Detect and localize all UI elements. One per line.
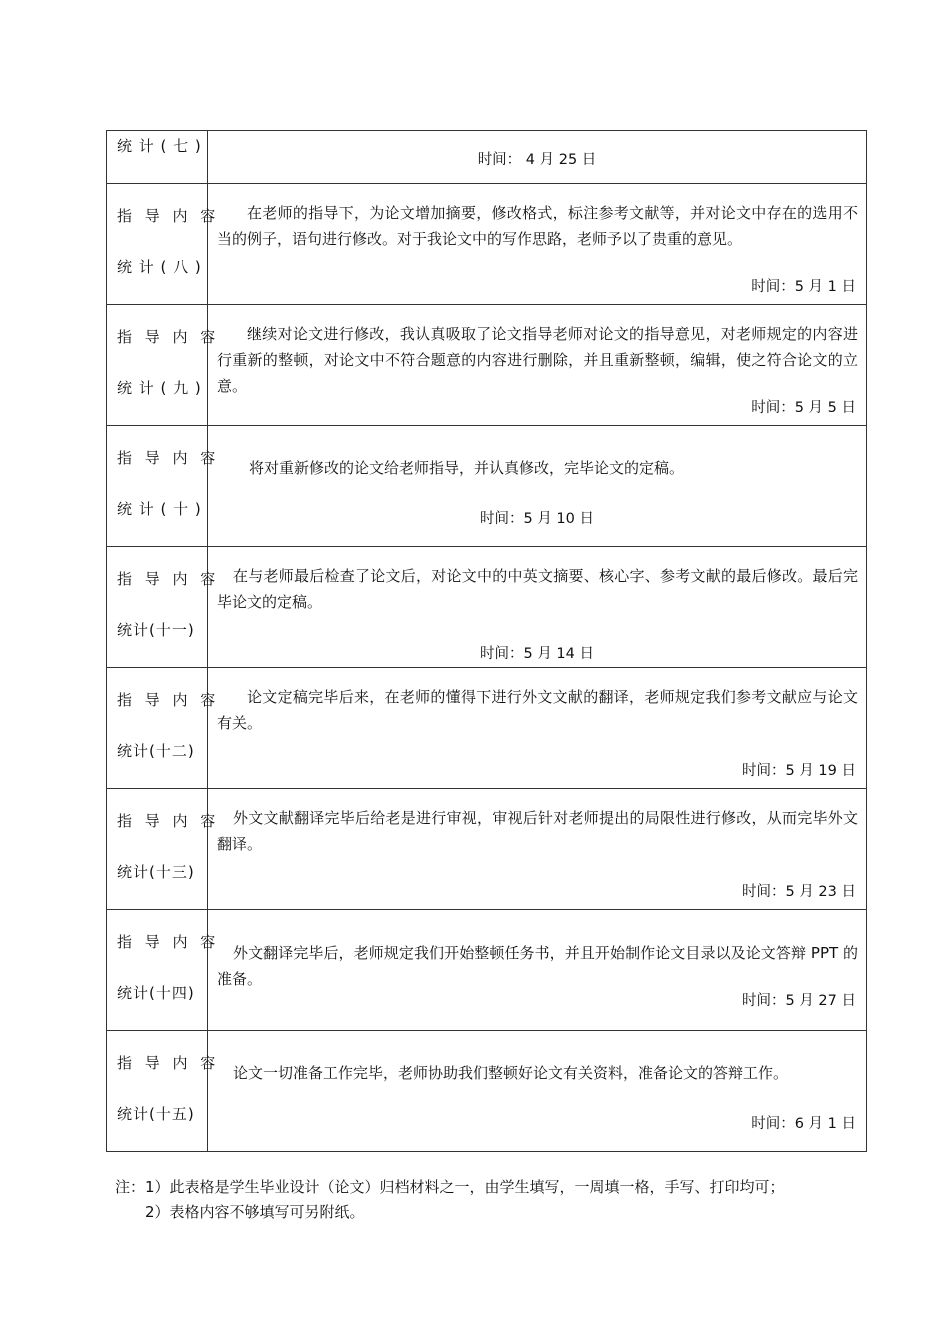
row-time: 时间：5 月 5 日 bbox=[751, 400, 856, 416]
row-text: 外文翻译完毕后，老师规定我们开始整顿任务书，并且开始制作论文目录以及论文答辩 PPT 的准备。 bbox=[217, 944, 858, 988]
row-label-line2: 统计(十二) bbox=[117, 742, 195, 760]
row-text: 将对重新修改的论文给老师指导，并认真修改，完毕论文的定稿。 bbox=[249, 459, 685, 477]
row-text: 继续对论文进行修改，我认真吸取了论文指导老师对论文的指导意见，对老师规定的内容进行重新的整顿，对论文中不符合题意的内容进行删除，并且重新整顿，编辑，使之符合论文的立意。 bbox=[217, 325, 858, 395]
row-time: 时间：5 月 10 日 bbox=[479, 511, 594, 527]
row-label-line2: 统计(十一) bbox=[117, 621, 195, 639]
row-label-line2: 统 计 ( 九 ) bbox=[117, 379, 202, 397]
table-row bbox=[107, 184, 867, 305]
row-label-cell bbox=[107, 668, 220, 789]
table-row bbox=[107, 547, 867, 668]
row-label-cell bbox=[107, 184, 220, 305]
row-label-line2: 统计(十五) bbox=[117, 1105, 195, 1123]
row-label-cell bbox=[107, 789, 220, 910]
row-label-line2: 统 计 ( 十 ) bbox=[117, 500, 202, 518]
row-time: 时间：5 月 1 日 bbox=[751, 279, 856, 295]
row-time: 时间：5 月 27 日 bbox=[741, 993, 856, 1009]
row-text: 论文一切准备工作完毕，老师协助我们整顿好论文有关资料，准备论文的答辩工作。 bbox=[233, 1064, 789, 1082]
row-text: 论文定稿完毕后来，在老师的懂得下进行外文文献的翻译，老师规定我们参考文献应与论文有关。 bbox=[217, 688, 858, 732]
row-content-cell bbox=[208, 1031, 867, 1152]
table-row bbox=[107, 131, 867, 184]
guidance-log-table bbox=[106, 130, 867, 1152]
row-label-cell bbox=[107, 910, 220, 1031]
row-label-line2: 统 计 ( 八 ) bbox=[117, 258, 202, 276]
row-label-cell bbox=[107, 426, 220, 547]
row-label: 统 计 ( 七 ) bbox=[117, 137, 202, 155]
footnotes bbox=[115, 1175, 785, 1225]
row-time: 时间：6 月 1 日 bbox=[751, 1116, 856, 1132]
table-row bbox=[107, 426, 867, 547]
row-label-line1: 指 导 内 容 bbox=[117, 449, 220, 467]
footnote-line-2: 2）表格内容不够填写可另附纸。 bbox=[145, 1203, 365, 1221]
row-time: 时间：5 月 23 日 bbox=[741, 884, 856, 900]
row-label-line1: 指 导 内 容 bbox=[117, 1054, 220, 1072]
row-content-cell bbox=[208, 789, 867, 910]
row-content-cell bbox=[208, 305, 867, 426]
row-content-cell bbox=[208, 184, 867, 305]
table-row bbox=[107, 668, 867, 789]
row-time: 时间：5 月 14 日 bbox=[479, 646, 594, 662]
row-label-line1: 指 导 内 容 bbox=[117, 570, 220, 588]
row-time: 时间： 4 月 25 日 bbox=[477, 152, 597, 168]
row-content-cell bbox=[208, 426, 867, 547]
row-content-cell bbox=[208, 547, 867, 668]
row-label-cell bbox=[107, 131, 208, 184]
row-content-cell bbox=[208, 910, 867, 1031]
row-content-cell bbox=[208, 668, 867, 789]
footnote-line-1: 注：1）此表格是学生毕业设计（论文）归档材料之一，由学生填写，一周填一格，手写、打印均可； bbox=[115, 1178, 785, 1196]
table-row bbox=[107, 789, 867, 910]
row-text: 外文文献翻译完毕后给老是进行审视，审视后针对老师提出的局限性进行修改，从而完毕外文翻译。 bbox=[217, 809, 858, 853]
row-text: 在老师的指导下，为论文增加摘要，修改格式，标注参考文献等，并对论文中存在的选用不当的例子，语句进行修改。对于我论文中的写作思路，老师予以了贵重的意见。 bbox=[217, 204, 858, 248]
row-label-line2: 统计(十四) bbox=[117, 984, 195, 1002]
row-label-cell bbox=[107, 1031, 220, 1152]
row-label-line1: 指 导 内 容 bbox=[117, 812, 220, 830]
row-time: 时间：5 月 19 日 bbox=[741, 763, 856, 779]
row-content-cell bbox=[208, 131, 867, 184]
row-label-cell bbox=[107, 305, 220, 426]
row-label-line2: 统计(十三) bbox=[117, 863, 195, 881]
row-label-line1: 指 导 内 容 bbox=[117, 691, 220, 709]
row-text: 在与老师最后检查了论文后，对论文中的中英文摘要、核心字、参考文献的最后修改。最后完毕论文的定稿。 bbox=[217, 567, 858, 611]
row-label-line1: 指 导 内 容 bbox=[117, 933, 220, 951]
table-row bbox=[107, 305, 867, 426]
table-row bbox=[107, 910, 867, 1031]
table-row bbox=[107, 1031, 867, 1152]
row-label-cell bbox=[107, 547, 220, 668]
row-label-line1: 指 导 内 容 bbox=[117, 328, 220, 346]
row-label-line1: 指 导 内 容 bbox=[117, 207, 220, 225]
